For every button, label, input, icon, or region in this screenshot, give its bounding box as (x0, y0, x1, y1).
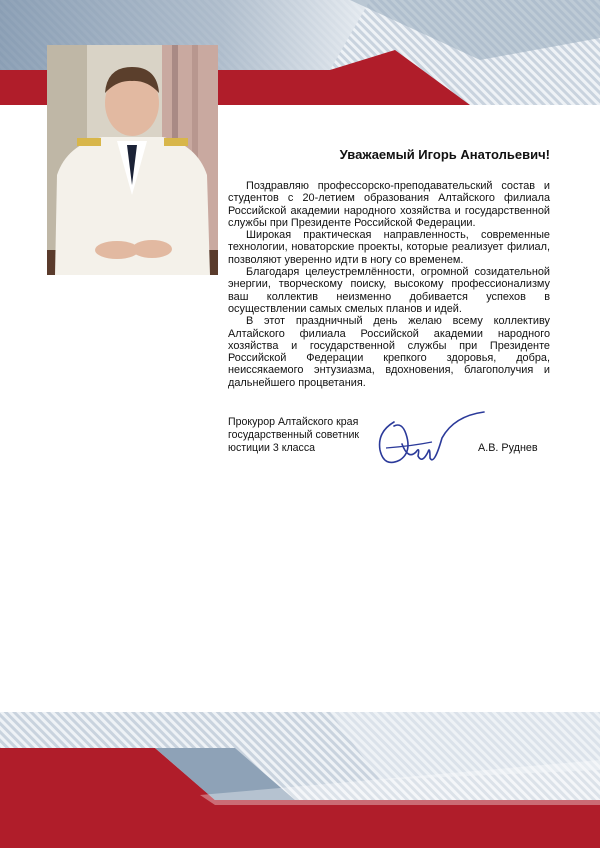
letter-paragraph: Широкая практическая направленность, современные технологии, новаторские проекты, которые реализует филиал, позволяют уверенно идти в ногу со временем. (228, 229, 550, 266)
letter-greeting: Уважаемый Игорь Анатольевич! (339, 147, 550, 162)
portrait-photo (47, 45, 218, 275)
letter-paragraph: В этот праздничный день желаю всему коллективу Алтайского филиала Российской академии народного хозяйства и государственной службы при Президенте Российской Федерации крепкого здоровья, добра, неиссякаемого энтузиазма, вдохновения, благополучия и дальнейшего процветания. (228, 315, 550, 389)
letter-body (228, 180, 550, 389)
signatory-name: А.В. Руднев (478, 442, 538, 454)
letter-paragraph: Благодаря целеустремлённости, огромной созидательной энергии, творческому поиску, высокому профессионализму ваш коллектив неизменно добивается успехов в осуществлении самых смелых планов и идей. (228, 266, 550, 315)
handwritten-signature (372, 408, 488, 474)
letter-paragraph: Поздравляю профессорско-преподавательский состав и студентов с 20-летием образования Алтайского филиала Российской академии народного хозяйства и государственной службы при Президенте Российской Федерации. (228, 180, 550, 229)
signatory-title-line: юстиции 3 класса (228, 442, 316, 454)
signatory-title (228, 416, 359, 455)
signatory-title-line: государственный советник (228, 429, 360, 441)
signatory-title-line: Прокурор Алтайского края (228, 416, 359, 428)
